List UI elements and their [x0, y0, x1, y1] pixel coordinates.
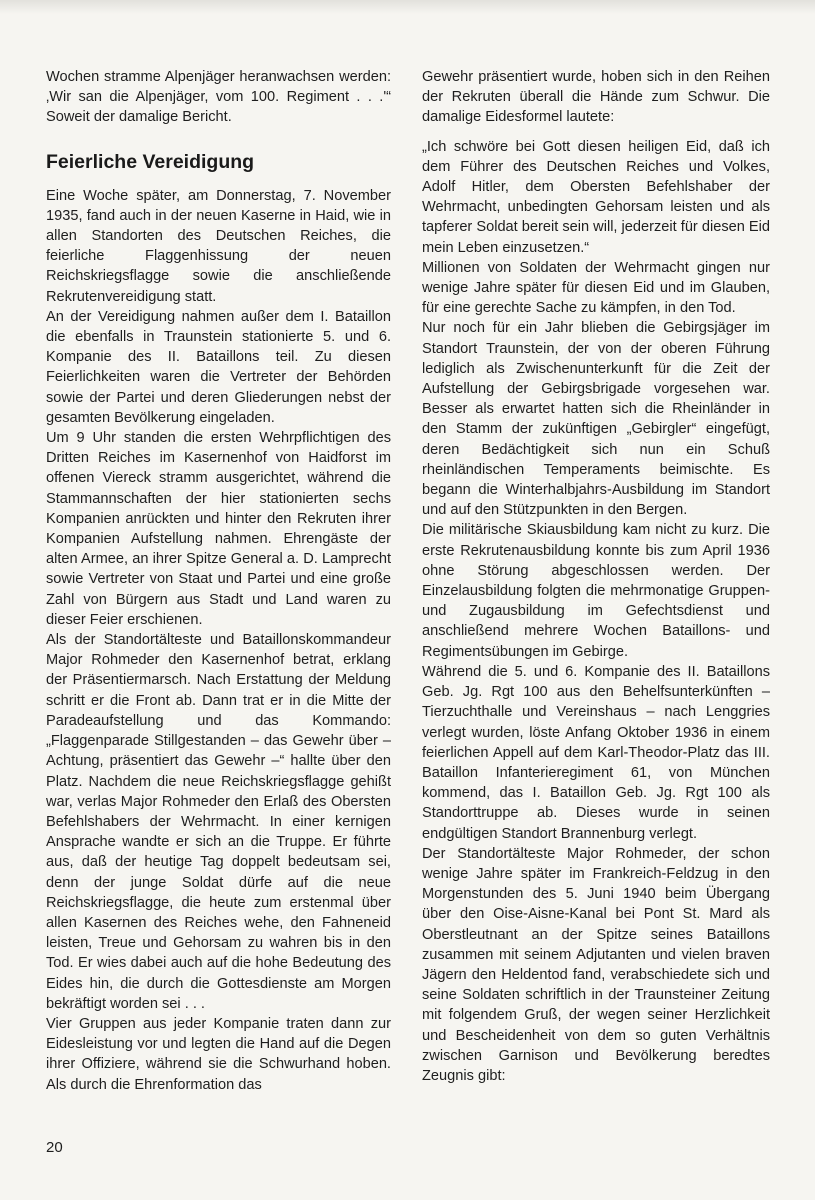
paragraph: Während die 5. und 6. Kompanie des II. Bataillons Geb. Jg. Rgt 100 aus den Behelfsunterkünften – Tierzuchthalle und Vereinshaus – nach Lenggries verlegt wurden, löste Anfang Oktober 1936 in einem feierlichen Appell auf dem Karl-Theodor-Platz das III. Bataillon Infanterieregiment 61, von München kommend, das I. Bataillon Geb. Jg. Rgt 100 als Standorttruppe ab. Dieses wurde in seinen endgültigen Standort Brannenburg verlegt.	[422, 663, 770, 842]
paragraph: Die militärische Skiausbildung kam nicht zu kurz. Die erste Rekrutenausbildung konnte bis zum April 1936 ohne Störung abgeschlossen werden. Der Einzelausbildung folgten die mehrmonatige Gruppen- und Zugausbildung im Gefechtsdienst und anschließend mehrere Wochen Bataillons- und Regimentsübungen im Gebirge.	[422, 522, 770, 660]
paragraph: An der Vereidigung nahmen außer dem I. Bataillon die ebenfalls in Traunstein stationierte 5. und 6. Kompanie des II. Bataillons teil. Zu diesen Feierlichkeiten waren die Vertreter der Behörden sowie der Partei und deren Gliederungen nebst der gesamten Bevölkerung eingeladen.	[46, 308, 391, 426]
paragraph: Gewehr präsentiert wurde, hoben sich in den Reihen der Rekruten überall die Hände zum Schwur. Die damalige Eidesformel lautete:	[422, 69, 770, 126]
paragraph: Vier Gruppen aus jeder Kompanie traten dann zur Eidesleistung vor und legten die Hand auf die Degen ihrer Offiziere, während sie die Schwurhand hoben. Als durch die Ehrenformation das	[46, 1015, 391, 1093]
scan-edge	[0, 0, 815, 14]
paragraph: Der Standortälteste Major Rohmeder, der schon wenige Jahre später im Frankreich-Feldzug in den Morgenstunden des 5. Juni 1940 beim Übergang über den Oise-Aisne-Kanal bei Pont St. Mard als Oberstleutnant an der Spitze seines Bataillons zusammen mit seinem Adjutanten und vielen braven Jägern den Heldentod fand, verabschiedete sich und seine Soldaten schriftlich in der Traunsteiner Zeitung mit folgendem Gruß, der wegen seiner Herzlichkeit und Bescheidenheit von dem so guten Verhältnis zwischen Garnison und Bevölkerung beredtes Zeugnis gibt:	[422, 845, 770, 1084]
paragraph: Als der Standortälteste und Bataillonskommandeur Major Rohmeder den Kasernenhof betrat, erklang der Präsentiermarsch. Nach Erstattung der Meldung schritt er die Front ab. Dann trat er in die Mitte der Paradeaufstellung und das Kommando: „Flaggenparade Stillgestanden – das Gewehr über – Achtung, präsentiert das Gewehr –“ hallte über den Platz. Nachdem die neue Reichskriegsflagge gehißt war, verlas Major Rohmeder den Erlaß des Obersten Befehlshabers der Wehrmacht. In einer kernigen Ansprache wandte er sich an die Truppe. Er führte aus, daß der heutige Tag doppelt bedeutsam sei, denn der junge Soldat dürfe auf die neue Reichskriegsflagge, die heute zum erstenmal über allen Kasernen des Reiches wehe, den Fahneneid leisten, Treue und Gehorsam zu wahren bis in den Tod. Er wies dabei auch auf die hohe Bedeutung des Eides hin, die durch die Gottesdienste am Morgen bekräftigt worden sei . . .	[46, 632, 391, 1012]
paragraph: Um 9 Uhr standen die ersten Wehrpflichtigen des Dritten Reiches im Kasernenhof von Haidforst im offenen Viereck stramm ausgerichtet, während die Stammannschaften der hier stationierten sechs Kompanien anrückten und hinter den Rekruten ihrer Kompanien Aufstellung nahmen. Ehrengäste der alten Armee, an ihrer Spitze General a. D. Lamprecht sowie Vertreter von Staat und Partei und eine große Zahl von Bürgern aus Stadt und Land waren zu dieser Feier erschienen.	[46, 430, 391, 628]
oath-quote: „Ich schwöre bei Gott diesen heiligen Eid, daß ich dem Führer des Deutschen Reiches und Volkes, Adolf Hitler, dem Obersten Befehlshaber der Wehrmacht, unbedingten Gehorsam leisten und als tapferer Soldat bereit sein will, jederzeit für diesen Eid mein Leben einzusetzen.“	[422, 138, 770, 256]
section-heading: Feierliche Vereidigung	[46, 150, 255, 173]
paragraph: Millionen von Soldaten der Wehrmacht gingen nur wenige Jahre später für diesen Eid und im Glauben, für eine gerechte Sache zu kämpfen, in den Tod.	[422, 259, 770, 317]
intro-paragraph: Wochen stramme Alpenjäger heranwachsen werden: ‚Wir san die Alpenjäger, vom 100. Regiment . . .'“ Soweit der damalige Bericht.	[46, 69, 391, 126]
left-column	[46, 67, 391, 1095]
right-column	[422, 67, 770, 1086]
paragraph: Eine Woche später, am Donnerstag, 7. November 1935, fand auch in der neuen Kaserne in Haid, wie in allen Standorten des Deutschen Reiches, die feierliche Flaggenhissung der neuen Reichskriegsflagge sowie die anschließende Rekrutenvereidigung statt.	[46, 187, 391, 305]
paragraph: Nur noch für ein Jahr blieben die Gebirgsjäger im Standort Traunstein, der von der oberen Führung lediglich als Zwischenunterkunft für die Zeit der Aufstellung der Gebirgsbrigade vorgesehen war. Besser als erwartet hatten sich die Rheinländer in den Stamm der zukünftigen „Gebirgler“ eingefügt, deren Bedächtigkeit sich nun ein Schuß rheinländischen Temperaments beimischte. Es begann die Winterhalbjahrs-Ausbildung im Standort und auf den Stützpunkten in den Bergen.	[422, 320, 770, 519]
page-number: 20	[46, 1139, 63, 1156]
